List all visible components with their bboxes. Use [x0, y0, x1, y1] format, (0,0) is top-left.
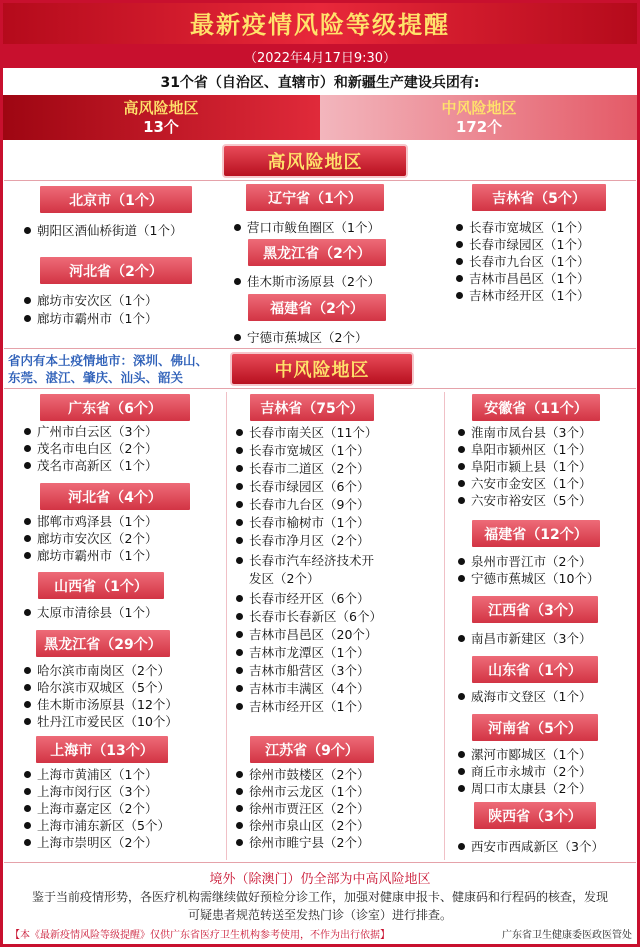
list-item — [236, 424, 377, 441]
list-item-text: 长春市宽城区（1个） — [249, 443, 370, 458]
list-item — [234, 219, 380, 236]
list-item-text: 吉林市丰满区（4个） — [249, 681, 370, 696]
province-header: 安徽省（11个） — [472, 394, 600, 421]
list-item-text: 长春市九台区（9个） — [249, 497, 370, 512]
high-risk-summary-count: 13个 — [143, 117, 179, 136]
date-line: （2022年4月17日9:30） — [0, 44, 640, 68]
bullet-icon — [236, 631, 243, 638]
list-item — [458, 688, 591, 705]
list-item — [456, 287, 589, 304]
province-header: 江西省（3个） — [472, 596, 598, 623]
list-item — [236, 817, 369, 834]
bullet-icon — [458, 480, 465, 487]
list-item — [458, 424, 591, 441]
list-item — [458, 458, 591, 475]
bullet-icon — [24, 445, 31, 452]
bullet-icon — [24, 518, 31, 525]
list-item — [236, 662, 369, 679]
bullet-icon — [236, 788, 243, 795]
list-item-text: 长春市经开区（6个） — [249, 591, 370, 606]
list-item — [24, 713, 178, 730]
list-item-text: 威海市文登区（1个） — [471, 689, 592, 704]
mid-risk-summary — [320, 95, 638, 140]
list-item-text: 长春市长春新区（6个） — [249, 609, 382, 624]
list-item — [458, 780, 591, 797]
bullet-icon — [24, 297, 31, 304]
bullet-icon — [458, 575, 465, 582]
list-item — [24, 457, 157, 474]
bullet-icon — [236, 649, 243, 656]
bullet-icon — [458, 843, 465, 850]
overseas-note: 境外（除澳门）仍全部为中高风险地区 — [209, 872, 431, 887]
list-item-text: 佳木斯市汤原县（12个） — [37, 697, 178, 712]
bullet-icon — [234, 278, 241, 285]
list-item — [24, 547, 157, 564]
divider — [4, 862, 636, 863]
province-header: 河北省（4个） — [40, 483, 190, 510]
bullet-icon — [236, 537, 243, 544]
bullet-icon — [24, 788, 31, 795]
list-item — [24, 662, 170, 679]
province-header: 广东省（6个） — [40, 394, 190, 421]
bullet-icon — [24, 771, 31, 778]
list-item-text: 廊坊市安次区（2个） — [37, 531, 158, 546]
list-item — [458, 746, 591, 763]
list-item — [236, 532, 369, 549]
list-item-text: 吉林市经开区（1个） — [249, 699, 370, 714]
column-divider — [444, 392, 445, 860]
list-item-text: 南昌市新建区（3个） — [471, 631, 592, 646]
bullet-icon — [236, 613, 243, 620]
list-item — [236, 608, 382, 625]
bullet-icon — [236, 822, 243, 829]
list-item-text: 长春市二道区（2个） — [249, 461, 370, 476]
list-item-text: 邯郸市鸡泽县（1个） — [37, 514, 158, 529]
intro-text: 31个省（自治区、直辖市）和新疆生产建设兵团有: — [160, 75, 480, 91]
list-item — [236, 680, 369, 697]
list-item-text: 西安市西咸新区（3个） — [471, 839, 604, 854]
bullet-icon — [24, 227, 31, 234]
list-item — [24, 222, 182, 239]
bullet-icon — [236, 465, 243, 472]
bullet-icon — [24, 701, 31, 708]
list-item — [456, 219, 589, 236]
divider — [4, 388, 636, 389]
list-item-text: 长春市汽车经济技术开 — [249, 553, 375, 568]
high-risk-section-title: 高风险地区 — [222, 144, 408, 178]
disclaimer-text: 【本《最新疫情风险等级提醒》仅供广东省医疗卫生机构参考使用，不作为出行依据】 — [10, 930, 390, 941]
issuing-org: 广东省卫生健康委医政医管处 — [502, 930, 632, 941]
bullet-icon — [456, 241, 463, 248]
mid-risk-summary-label: 中风险地区 — [441, 98, 517, 117]
mid-risk-summary-count: 172个 — [455, 117, 503, 136]
province-header: 河北省（2个） — [40, 257, 192, 284]
list-item — [236, 552, 374, 569]
list-item-text: 哈尔滨市双城区（5个） — [37, 680, 170, 695]
high-risk-summary — [2, 95, 320, 140]
bullet-icon — [24, 315, 31, 322]
list-item-text: 泉州市晋江市（2个） — [471, 554, 592, 569]
bullet-icon — [24, 822, 31, 829]
province-header: 山西省（1个） — [38, 572, 164, 599]
bullet-icon — [236, 483, 243, 490]
list-item-text: 阜阳市颍州区（1个） — [471, 442, 592, 457]
list-item-text: 阜阳市颍上县（1个） — [471, 459, 592, 474]
list-item-text: 廊坊市霸州市（1个） — [37, 311, 158, 326]
bullet-icon — [24, 535, 31, 542]
list-item-text: 广州市白云区（3个） — [37, 424, 158, 439]
province-header: 江苏省（9个） — [250, 736, 374, 763]
list-item-text: 吉林市船营区（3个） — [249, 663, 370, 678]
list-item-text: 长春市九台区（1个） — [469, 254, 590, 269]
list-item — [456, 253, 589, 270]
list-item-text: 廊坊市霸州市（1个） — [37, 548, 158, 563]
list-item — [236, 834, 369, 851]
list-item-text: 上海市闵行区（3个） — [37, 784, 158, 799]
bullet-icon — [458, 635, 465, 642]
list-item — [24, 423, 157, 440]
list-item-text: 淮南市凤台县（3个） — [471, 425, 592, 440]
list-item-text: 营口市鲅鱼圈区（1个） — [247, 220, 380, 235]
list-item — [458, 441, 591, 458]
list-item-text: 佳木斯市汤原县（2个） — [247, 274, 380, 289]
bullet-icon — [458, 446, 465, 453]
bullet-icon — [236, 667, 243, 674]
list-item — [234, 329, 367, 346]
list-item — [458, 630, 591, 647]
province-header: 上海市（13个） — [36, 736, 168, 763]
bullet-icon — [234, 334, 241, 341]
list-item — [458, 570, 599, 587]
list-item-text: 上海市崇明区（2个） — [37, 835, 158, 850]
list-item-text: 长春市绿园区（1个） — [469, 237, 590, 252]
list-item-text: 徐州市鼓楼区（2个） — [249, 767, 370, 782]
list-item — [458, 553, 591, 570]
list-item — [24, 292, 157, 309]
list-item — [24, 834, 157, 851]
list-item — [236, 590, 369, 607]
bullet-icon — [236, 685, 243, 692]
list-item-text: 茂名市电白区（2个） — [37, 441, 158, 456]
list-item — [236, 644, 369, 661]
bullet-icon — [458, 558, 465, 565]
list-item-text: 吉林市昌邑区（20个） — [249, 627, 378, 642]
list-item-text: 上海市嘉定区（2个） — [37, 801, 158, 816]
bullet-icon — [236, 429, 243, 436]
list-item-text: 廊坊市安次区（1个） — [37, 293, 158, 308]
mid-risk-section-title: 中风险地区 — [230, 352, 414, 386]
column-divider — [226, 392, 227, 860]
list-item — [24, 513, 157, 530]
bullet-icon — [24, 462, 31, 469]
list-item — [24, 783, 157, 800]
bullet-icon — [456, 275, 463, 282]
list-item-text: 长春市宽城区（1个） — [469, 220, 590, 235]
list-item-text: 太原市清徐县（1个） — [37, 605, 158, 620]
province-header: 福建省（12个） — [472, 520, 600, 547]
advice-text: 鉴于当前疫情形势，各医疗机构需继续做好预检分诊工作，加强对健康申报卡、健康码和行程码的核查，发现可疑患者规范转送至发热门诊（诊室）进行排查。 — [31, 890, 608, 922]
list-item-text: 上海市黄浦区（1个） — [37, 767, 158, 782]
list-item — [458, 838, 604, 855]
list-item-text: 茂名市高新区（1个） — [37, 458, 158, 473]
list-item-text: 六安市裕安区（5个） — [471, 493, 592, 508]
list-item — [24, 766, 157, 783]
bullet-icon — [24, 552, 31, 559]
list-item-text: 长春市绿园区（6个） — [249, 479, 370, 494]
list-item-text: 吉林市经开区（1个） — [469, 288, 590, 303]
list-item-text: 牡丹江市爱民区（10个） — [37, 714, 178, 729]
list-item — [236, 514, 369, 531]
page-title: 最新疫情风险等级提醒 — [0, 0, 640, 44]
bullet-icon — [236, 839, 243, 846]
province-header: 黑龙江省（29个） — [36, 630, 170, 657]
list-item-text: 朝阳区酒仙桥街道（1个） — [37, 223, 183, 238]
bullet-icon — [236, 557, 243, 564]
list-item — [236, 800, 369, 817]
bullet-icon — [236, 771, 243, 778]
bullet-icon — [236, 703, 243, 710]
province-header: 北京市（1个） — [40, 186, 192, 213]
list-item — [236, 496, 369, 513]
bullet-icon — [236, 501, 243, 508]
province-header: 陕西省（3个） — [474, 802, 596, 829]
list-item-text: 长春市榆树市（1个） — [249, 515, 370, 530]
province-header: 福建省（2个） — [248, 294, 386, 321]
bullet-icon — [24, 805, 31, 812]
list-item — [458, 475, 591, 492]
divider — [4, 180, 636, 181]
bullet-icon — [24, 609, 31, 616]
list-item — [24, 604, 157, 621]
bullet-icon — [24, 667, 31, 674]
list-item — [458, 492, 591, 509]
bullet-icon — [236, 519, 243, 526]
bullet-icon — [458, 463, 465, 470]
bullet-icon — [24, 684, 31, 691]
province-header: 河南省（5个） — [472, 714, 598, 741]
list-item-text: 周口市太康县（2个） — [471, 781, 592, 796]
list-item — [236, 783, 369, 800]
bullet-icon — [458, 693, 465, 700]
bullet-icon — [236, 595, 243, 602]
bullet-icon — [458, 751, 465, 758]
list-item — [24, 679, 170, 696]
list-item — [24, 800, 157, 817]
province-header: 吉林省（5个） — [472, 184, 606, 211]
list-item-text: 长春市南关区（11个） — [249, 425, 378, 440]
list-item-continuation: 发区（2个） — [249, 571, 320, 586]
bullet-icon — [456, 258, 463, 265]
list-item-text: 吉林市昌邑区（1个） — [469, 271, 590, 286]
province-header: 山东省（1个） — [472, 656, 598, 683]
list-item — [236, 460, 369, 477]
local-epidemic-note: 省内有本土疫情地市：深圳、佛山、东莞、湛江、肇庆、汕头、韶关 — [8, 353, 209, 385]
list-item — [236, 766, 369, 783]
bullet-icon — [458, 497, 465, 504]
bullet-icon — [458, 429, 465, 436]
high-risk-summary-label: 高风险地区 — [123, 98, 199, 117]
divider — [4, 348, 636, 349]
bullet-icon — [24, 718, 31, 725]
bullet-icon — [24, 839, 31, 846]
bullet-icon — [236, 805, 243, 812]
list-item-text: 六安市金安区（1个） — [471, 476, 592, 491]
list-item-text: 宁德市蕉城区（2个） — [247, 330, 368, 345]
list-item — [458, 763, 591, 780]
list-item-text: 上海市浦东新区（5个） — [37, 818, 170, 833]
list-item — [236, 698, 369, 715]
province-header: 黑龙江省（2个） — [248, 239, 386, 266]
list-item-text: 吉林市龙潭区（1个） — [249, 645, 370, 660]
list-item — [234, 273, 380, 290]
bullet-icon — [456, 224, 463, 231]
list-item-text: 漯河市郾城区（1个） — [471, 747, 592, 762]
bullet-icon — [234, 224, 241, 231]
list-item — [236, 442, 369, 459]
list-item-text: 徐州市泉山区（2个） — [249, 818, 370, 833]
bullet-icon — [456, 292, 463, 299]
list-item — [456, 236, 589, 253]
list-item — [24, 440, 157, 457]
province-header: 辽宁省（1个） — [246, 184, 384, 211]
list-item-text: 商丘市永城市（2个） — [471, 764, 592, 779]
bullet-icon — [24, 428, 31, 435]
list-item-text: 宁德市蕉城区（10个） — [471, 571, 600, 586]
bullet-icon — [236, 447, 243, 454]
list-item — [24, 696, 178, 713]
list-item — [456, 270, 589, 287]
bullet-icon — [458, 768, 465, 775]
list-item — [24, 310, 157, 327]
province-header: 吉林省（75个） — [250, 394, 374, 421]
list-item-text: 哈尔滨市南岗区（2个） — [37, 663, 170, 678]
bullet-icon — [458, 785, 465, 792]
list-item-text: 徐州市贾汪区（2个） — [249, 801, 370, 816]
list-item — [24, 817, 170, 834]
list-item — [236, 478, 369, 495]
list-item — [236, 626, 377, 643]
list-item-text: 徐州市睢宁县（2个） — [249, 835, 370, 850]
list-item-text: 徐州市云龙区（1个） — [249, 784, 370, 799]
list-item-text: 长春市净月区（2个） — [249, 533, 370, 548]
list-item — [24, 530, 157, 547]
